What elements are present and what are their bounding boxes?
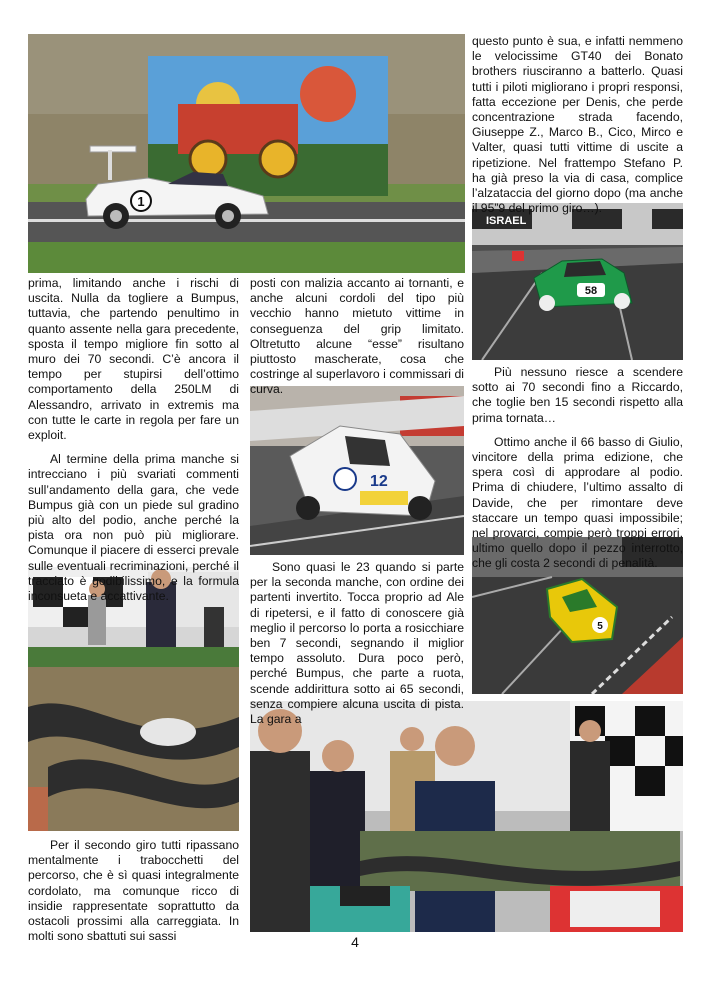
paragraph: posti con malizia accanto ai tornanti, e anche alcuni cordoli del tipo più vecchio hanno mietuto vittime in conseguenza del grip limitato. Oltretutto alcune “esse” risultano piuttosto mascherate, cosa che costringe al superlavoro i commissari di curva.	[250, 276, 464, 397]
car-number-12: 12	[370, 473, 388, 490]
paragraph: Al termine della prima manche si intrecciano i più svariati commenti sull’andamento della gara, che vede Bumpus già con un piede sul gradino più alto del podio, anche perché la pista ora non può più migliorare. Comunque il piacere di esserci prevale sulle eventuali recriminazioni, perché il tracciato è godibilissimo, e la formula inconsueta e accattivante.	[28, 452, 239, 604]
page-number: 4	[351, 934, 359, 950]
paragraph: Ottimo anche il 66 basso di Giulio, vincitore della prima edizione, che spera così di approdare al podio. Prima di chiudere, l’ultimo assalto di Davide, che per rimontare deve staccare un tempo quasi impossibile; nel provarci, compie però troppi errori, ultimo quello dopo il pezzo interrotto, che gli costa 2 secondi di penalità.	[472, 434, 683, 571]
photo-racers-at-track	[250, 701, 683, 932]
photo-green-car	[472, 203, 683, 360]
column-3-bottom	[472, 365, 683, 572]
car-number-1: 1	[137, 194, 145, 209]
paragraph: Sono quasi le 23 quando si parte per la seconda manche, con ordine dei partenti invertito. Tocca proprio ad Ale di ripetersi, e il fatto di conoscere già meglio il percorso lo porta a rosicchiare ben 7 secondi, segnando il miglior tempo assoluto. Dura poco però, perché Bumpus, che parte a ruota, scende addirittura sotto ai 65 secondi, senza compiere alcuna uscita di pista. La gara a	[250, 560, 464, 727]
car-number-5: 5	[597, 621, 603, 632]
photo-track-room-people	[28, 567, 239, 831]
column-3-top	[472, 34, 683, 216]
paragraph: questo punto è sua, e infatti nemmeno le velocissime GT40 dei Bonato brothers riusciranno a batterlo. Quasi tutti i piloti migliorano i propri responsi, fatta eccezione per Denis, che perde concentrazione strada facendo, Giuseppe Z., Marco B., Cico, Mirco e Valter, quasi tutti vittime di uscite a ripetizione. Nel frattempo Stefano P. ha già preso la via di casa, complice l’alzataccia del giorno dopo (ma anche il 95”9 del primo giro…).	[472, 34, 683, 216]
column-2-top	[250, 276, 464, 398]
column-1-top	[28, 276, 239, 604]
paragraph: Più nessuno riesce a scendere sotto ai 70 secondi fino a Riccardo, che toglie ben 15 secondi rispetto alla prima tornata…	[472, 365, 683, 425]
track-logo: ISRAEL	[486, 215, 527, 227]
column-1-bottom	[28, 838, 239, 944]
paragraph: Per il secondo giro tutti ripassano mentalmente i trabocchetti del percorso, che è sì quasi integralmente cordolato, ma comunque ricco di insidie rappresentate soprattutto da ostacoli prossimi alla carreggiata. In molti sono sbattuti sui sassi	[28, 838, 239, 944]
column-2-bottom	[250, 560, 464, 727]
photo-white-car-painted-cart	[28, 34, 465, 273]
paragraph: prima, limitando anche i rischi di uscita. Nulla da togliere a Bumpus, tuttavia, che partendo penultimo in quanto assente nella gara precedente, sposta il tempo migliore fin sotto al muro dei 70 secondi. C’è ancora il tempo per stupirsi dell’ottimo comportamento della 250LM di Alessandro, arrivato in extremis ma con tutte le carte in regola per fare un exploit.	[28, 276, 239, 443]
car-number-58: 58	[584, 285, 598, 297]
photo-white-car-12	[250, 386, 464, 555]
